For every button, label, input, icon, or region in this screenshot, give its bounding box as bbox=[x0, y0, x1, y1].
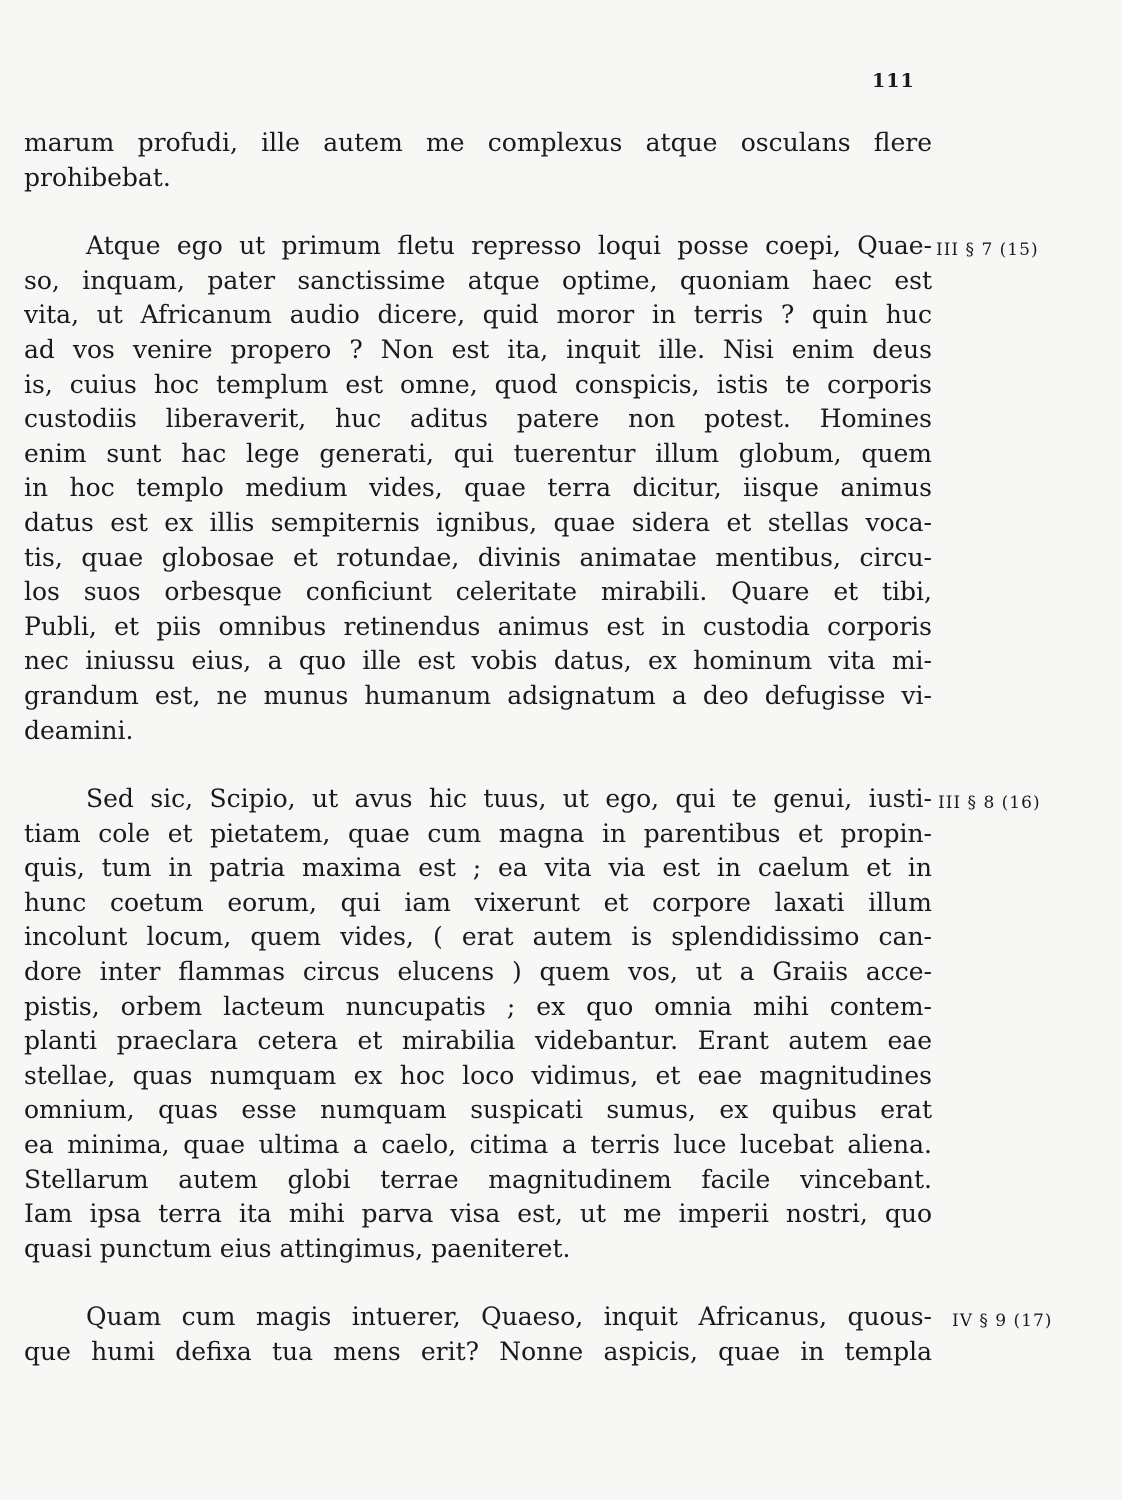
text-line: ad vos venire propero ? Non est ita, inquit ille. Nisi enim deus bbox=[24, 334, 932, 364]
paragraph-4 bbox=[24, 1300, 1053, 1369]
section-reference: III § 8 (16) bbox=[938, 793, 1041, 814]
text-line: ea minima, quae ultima a caelo, citima a terris luce lucebat aliena. bbox=[24, 1130, 932, 1160]
paragraph-3 bbox=[24, 782, 1041, 1266]
text-line: Quam cum magis intuerer, Quaeso, inquit Africanus, quous- bbox=[86, 1302, 932, 1332]
text-line: omnium, quas esse numquam suspicati sumus, ex quibus erat bbox=[24, 1095, 932, 1125]
text-line: marum profudi, ille autem me complexus atque osculans flere bbox=[24, 128, 932, 157]
text-line: planti praeclara cetera et mirabilia videbantur. Erant autem eae bbox=[24, 1026, 932, 1056]
text-line: quis, tum in patria maxima est ; ea vita via est in caelum et in bbox=[24, 853, 932, 883]
text-column bbox=[24, 126, 1053, 1370]
text-line: Sed sic, Scipio, ut avus hic tuus, ut ego, qui te genui, iusti- bbox=[86, 784, 932, 814]
text-line: quasi punctum eius attingimus, paeniteret. bbox=[24, 1233, 571, 1263]
text-line: Stellarum autem globi terrae magnitudinem facile vincebant. bbox=[24, 1164, 932, 1194]
paragraph-2 bbox=[24, 229, 1039, 748]
text-line: deamini. bbox=[24, 715, 134, 745]
text-line: incolunt locum, quem vides, ( erat autem is splendidissimo can- bbox=[24, 922, 932, 952]
text-line: tiam cole et pietatem, quae cum magna in parentibus et propin- bbox=[24, 818, 932, 848]
text-line: Atque ego ut primum fletu represso loqui posse coepi, Quae- bbox=[86, 231, 932, 261]
text-line: nec iniussu eius, a quo ille est vobis datus, ex hominum vita mi- bbox=[24, 646, 932, 676]
section-reference: IV § 9 (17) bbox=[952, 1311, 1053, 1332]
text-line: dore inter flammas circus elucens ) quem vos, ut a Graiis acce- bbox=[24, 957, 932, 987]
text-line: is, cuius hoc templum est omne, quod conspicis, istis te corporis bbox=[24, 369, 932, 399]
text-line: prohibebat. bbox=[24, 162, 171, 192]
text-line: Iam ipsa terra ita mihi parva visa est, ut me imperii nostri, quo bbox=[24, 1199, 932, 1229]
text-line: tis, quae globosae et rotundae, divinis animatae mentibus, circu- bbox=[24, 542, 932, 572]
paragraph-1 bbox=[24, 126, 932, 195]
text-line: Publi, et piis omnibus retinendus animus est in custodia corporis bbox=[24, 611, 932, 641]
text-line: so, inquam, pater sanctissime atque optime, quoniam haec est bbox=[24, 265, 932, 295]
text-line: enim sunt hac lege generati, qui tuerentur illum globum, quem bbox=[24, 438, 932, 468]
section-reference: III § 7 (15) bbox=[936, 240, 1039, 261]
text-line: hunc coetum eorum, qui iam vixerunt et corpore laxati illum bbox=[24, 887, 932, 917]
text-line: custodiis liberaverit, huc aditus patere non potest. Homines bbox=[24, 404, 932, 434]
text-line: vita, ut Africanum audio dicere, quid moror in terris ? quin huc bbox=[24, 300, 932, 330]
text-line: grandum est, ne munus humanum adsignatum a deo defugisse vi- bbox=[24, 680, 932, 710]
text-line: los suos orbesque conficiunt celeritate mirabili. Quare et tibi, bbox=[24, 577, 932, 607]
page-number: 111 bbox=[872, 70, 915, 92]
text-line: datus est ex illis sempiternis ignibus, quae sidera et stellas voca- bbox=[24, 507, 932, 537]
text-line: stellae, quas numquam ex hoc loco vidimus, et eae magnitudines bbox=[24, 1060, 932, 1090]
text-line: que humi defixa tua mens erit? Nonne aspicis, quae in templa bbox=[24, 1337, 932, 1366]
text-line: in hoc templo medium vides, quae terra dicitur, iisque animus bbox=[24, 473, 932, 503]
text-line: pistis, orbem lacteum nuncupatis ; ex quo omnia mihi contem- bbox=[24, 991, 932, 1021]
